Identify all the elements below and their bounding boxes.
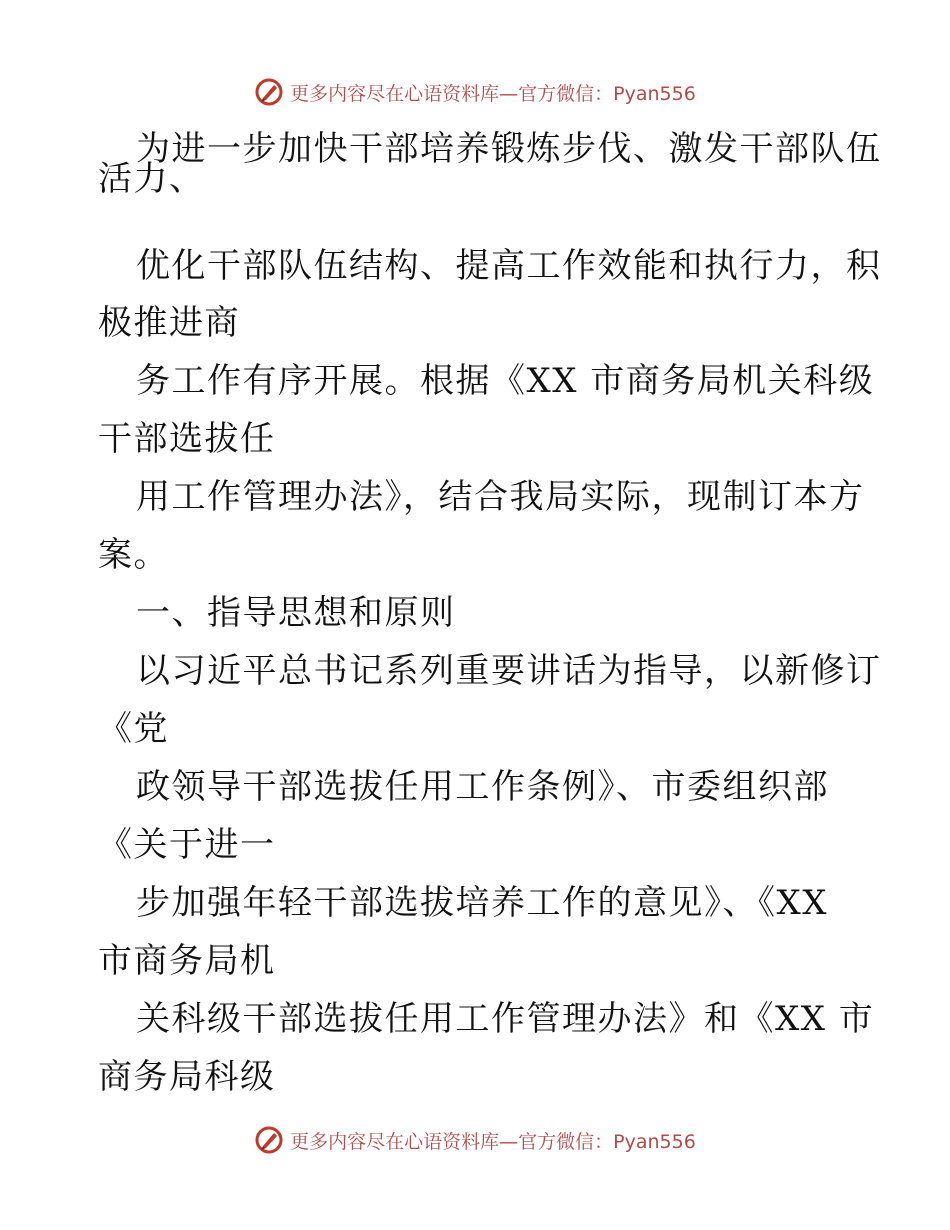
footer-banner-text: 更多内容尽在心语资料库—官方微信：Pyan556 (290, 1130, 696, 1153)
body-line: 用工作管理办法》，结合我局实际，现制订本方 (136, 477, 865, 517)
body-line: 务工作有序开展。根据《XX 市商务局机关科级 (136, 361, 875, 401)
body-line: 《关于进一 (98, 825, 276, 865)
body-line: 干部选拔任 (98, 419, 276, 459)
footer-banner (0, 1120, 950, 1160)
body-line: 活力、 (98, 159, 205, 199)
body-line: 案。 (98, 535, 169, 575)
body-line: 优化干部队伍结构、提高工作效能和执行力，积 (136, 246, 882, 286)
body-line: 以习近平总书记系列重要讲话为指导，以新修订 (136, 651, 882, 691)
body-line: 为进一步加快干部培养锻炼步伐、激发干部队伍 (136, 129, 882, 169)
section-heading: 一、指导思想和原则 (136, 593, 456, 633)
body-line: 政领导干部选拔任用工作条例》、市委组织部 (136, 767, 829, 807)
header-banner-text: 更多内容尽在心语资料库—官方微信：Pyan556 (290, 82, 696, 105)
body-line: 关科级干部选拔任用工作管理办法》和《XX 市 (136, 999, 875, 1039)
pen-circle-icon (254, 1125, 284, 1155)
body-line: 商务局科级 (98, 1057, 276, 1097)
body-line: 步加强年轻干部选拔培养工作的意见》、《XX (136, 883, 828, 923)
pen-circle-icon (254, 77, 284, 107)
body-line: 《党 (98, 709, 169, 749)
body-line: 极推进商 (98, 303, 240, 343)
body-line: 市商务局机 (98, 941, 276, 981)
header-banner (0, 72, 950, 112)
